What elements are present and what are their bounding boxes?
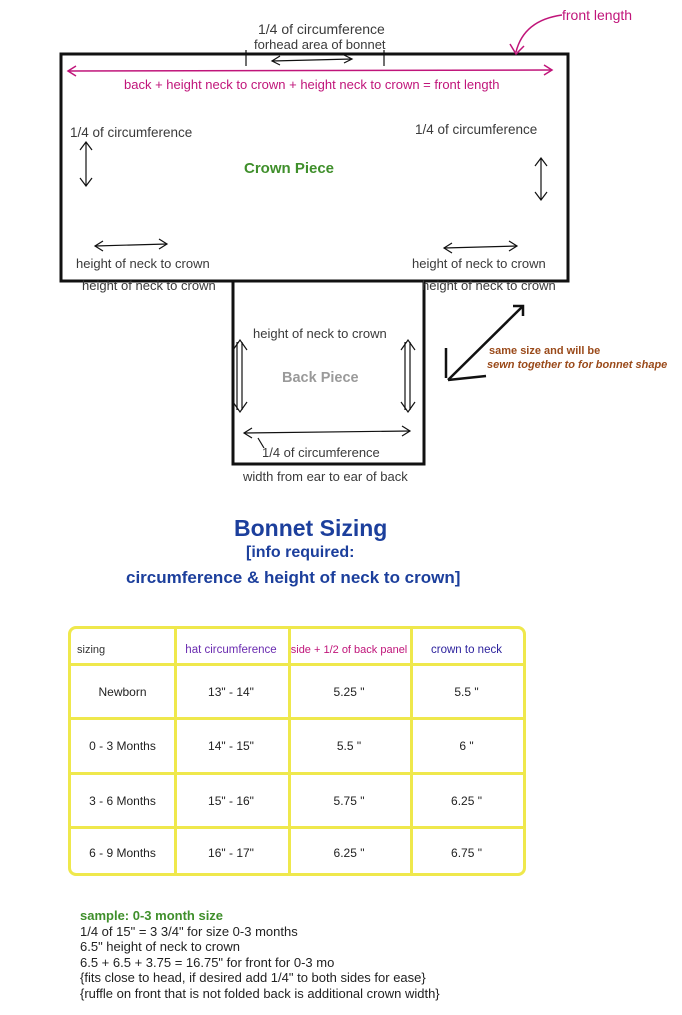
cell-circumference: 14" - 15"	[208, 739, 254, 753]
front-length-pointer	[510, 15, 562, 54]
sample-line: {ruffle on front that is not folded back is additional crown width}	[80, 985, 440, 1001]
table-header-row	[71, 637, 523, 663]
cell-circumference: 15" - 16"	[208, 793, 254, 808]
page-title: Bonnet Sizing	[234, 515, 388, 541]
crown-left-vertical-arrow	[80, 142, 92, 186]
below-right-label: height of neck to crown	[422, 278, 556, 293]
front-length-formula: back + height neck to crown + height neck to crown = front length	[124, 77, 500, 92]
sample-title: sample: 0-3 month size	[80, 908, 224, 923]
cell-crown-neck: 6.25 "	[451, 793, 482, 808]
sample-line: 6.5" height of neck to crown	[80, 939, 240, 954]
requirements-line: circumference & height of neck to crown]	[126, 568, 461, 587]
table-row	[71, 720, 523, 772]
header-crown-to-neck: crown to neck	[431, 644, 502, 656]
crown-bottom-left-arrow	[95, 239, 167, 251]
crown-bottom-left-label: height of neck to crown	[76, 256, 210, 271]
forehead-area-label: forhead area of bonnet	[254, 37, 386, 52]
table-row	[71, 666, 523, 717]
back-piece-label: Back Piece	[282, 370, 359, 386]
sample-line: 1/4 of 15" = 3 3/4" for size 0-3 months	[80, 923, 298, 939]
sample-calculation	[80, 908, 440, 1001]
cell-size: 0 - 3 Months	[89, 739, 156, 753]
back-right-vertical-arrow	[401, 340, 415, 412]
cell-circumference: 16" - 17"	[208, 845, 254, 860]
back-left-vertical-arrow	[233, 340, 247, 412]
back-bottom-quarter-label: 1/4 of circumference	[262, 445, 380, 460]
sample-line: {fits close to head, if desired add 1/4" to both sides for ease}	[80, 970, 426, 985]
front-length-arrow	[68, 65, 552, 76]
header-hat-circumference: hat circumference	[185, 644, 277, 656]
cell-size: 6 - 9 Months	[89, 845, 156, 860]
table-row	[71, 775, 523, 826]
sample-line: 6.5 + 6.5 + 3.75 = 16.75" for front for 0-3 mo	[80, 954, 335, 970]
crown-right-vertical-arrow	[535, 158, 547, 200]
table-row	[71, 829, 523, 876]
header-sizing: sizing	[77, 644, 106, 656]
front-length-label: front length	[562, 7, 633, 23]
cell-crown-neck: 5.5 "	[454, 684, 479, 699]
back-width-label: width from ear to ear of back	[243, 469, 408, 484]
back-top-label: height of neck to crown	[253, 326, 387, 341]
crown-right-quarter-label: 1/4 of circumference	[415, 122, 538, 137]
sizing-table	[68, 626, 526, 876]
same-size-note-line2: sewn together to for bonnet shape	[487, 359, 668, 371]
header-side-back-panel: side + 1/2 of back panel	[290, 644, 408, 656]
forehead-arrow	[246, 50, 384, 66]
below-left-label: height of neck to crown	[82, 278, 216, 293]
crown-piece-label: Crown Piece	[244, 160, 335, 177]
cell-size: Newborn	[98, 684, 147, 699]
cell-circumference: 13" - 14"	[208, 684, 254, 699]
page-subtitle: [info required:	[246, 544, 355, 561]
cell-side-back: 6.25 "	[333, 845, 365, 860]
crown-bottom-right-label: height of neck to crown	[412, 256, 546, 271]
cell-crown-neck: 6 "	[459, 739, 474, 753]
cell-size: 3 - 6 Months	[89, 793, 156, 808]
cell-side-back: 5.25 "	[333, 684, 365, 699]
crown-left-quarter-label: 1/4 of circumference	[70, 125, 193, 140]
cell-crown-neck: 6.75 "	[451, 845, 482, 860]
forehead-quarter-label: 1/4 of circumference	[258, 21, 385, 37]
cell-side-back: 5.75 "	[333, 793, 365, 808]
crown-bottom-right-arrow	[444, 241, 517, 253]
same-size-note-line1: same size and will be	[489, 345, 601, 357]
cell-side-back: 5.5 "	[336, 739, 362, 753]
